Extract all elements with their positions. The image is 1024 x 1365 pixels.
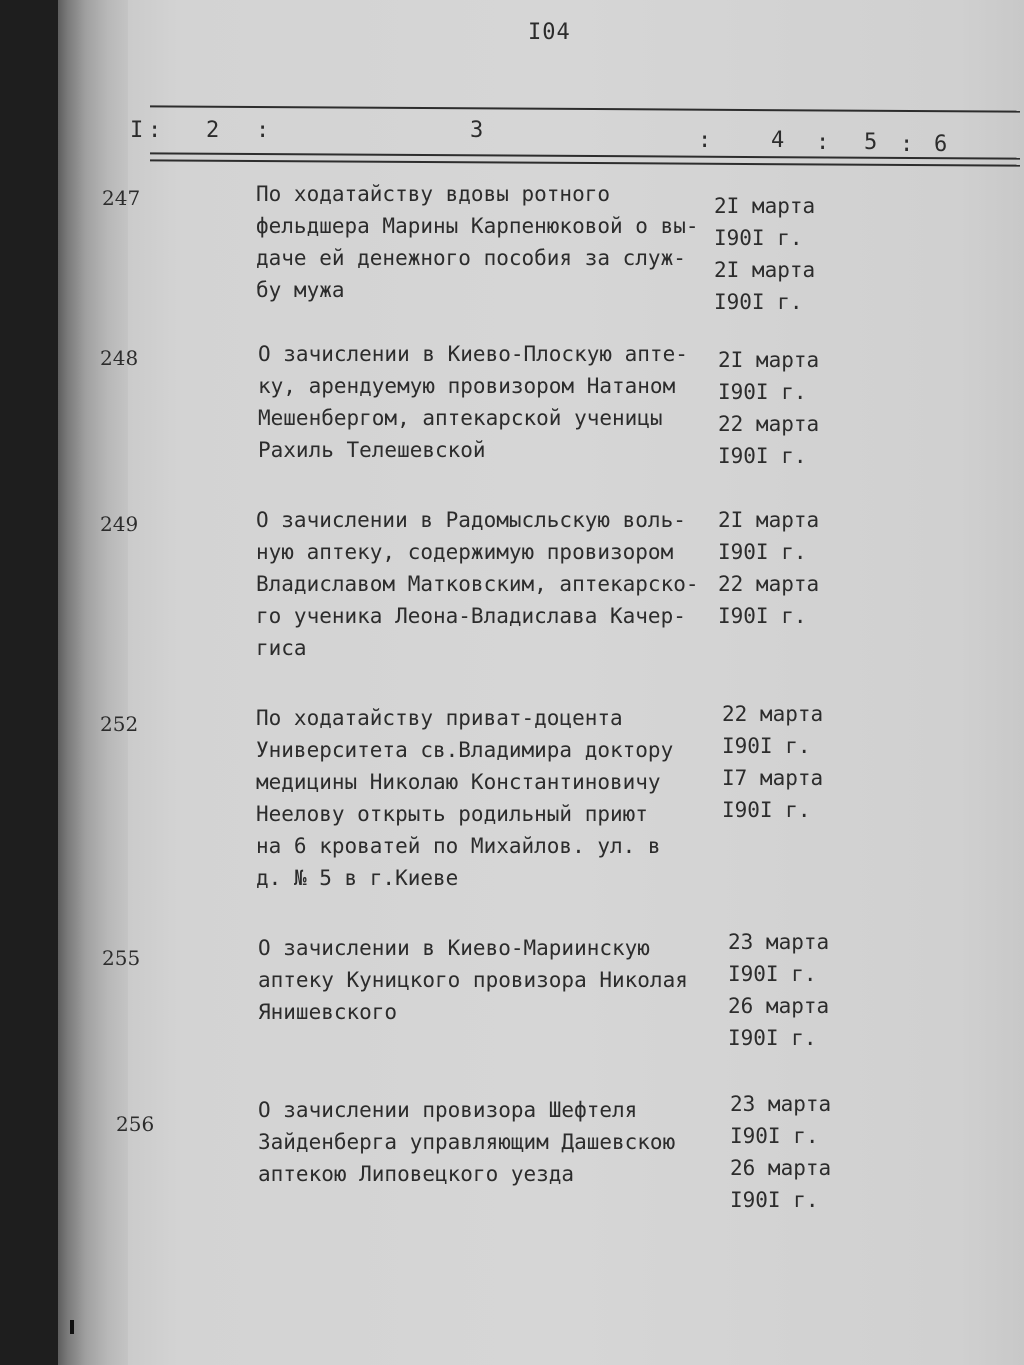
- entry-line: Рахиль Телешевской: [258, 438, 486, 462]
- entry-line: аптеку Куницкого провизора Николая: [258, 968, 688, 992]
- date-start-year: I90I г.: [730, 1124, 819, 1148]
- entry-line: Неелову открыть родильный приют: [256, 802, 648, 826]
- entry-dates: [730, 1088, 831, 1216]
- entry-description: [256, 504, 726, 664]
- column-separator: :: [256, 118, 270, 143]
- entry-line: По ходатайству приват-доцента: [256, 706, 623, 730]
- column-header-6: 6: [934, 132, 948, 157]
- entry-line: на 6 кроватей по Михайлов. ул. в: [256, 834, 661, 858]
- date-start: 2I марта: [714, 194, 816, 218]
- entry-line: медицины Николаю Константиновичу: [256, 770, 661, 794]
- entry-line: О зачислении в Радомысльскую воль-: [256, 508, 686, 532]
- column-separator: :: [698, 128, 712, 153]
- entry-line: даче ей денежного пособия за служ-: [256, 246, 686, 270]
- entry-line: По ходатайству вдовы ротного: [256, 182, 611, 206]
- entry-line: О зачислении в Киево-Мариинскую: [258, 936, 650, 960]
- date-end-year: I90I г.: [730, 1188, 819, 1212]
- date-start: 2I марта: [718, 508, 820, 532]
- entry-dates: [718, 504, 819, 632]
- column-header-5: 5: [864, 130, 878, 155]
- entry-number: 252: [100, 712, 139, 736]
- date-end: 22 марта: [718, 572, 820, 596]
- entry-dates: [728, 926, 829, 1054]
- date-start: 22 марта: [722, 702, 824, 726]
- entry-line: Зайденберга управляющим Дашевскою: [258, 1130, 676, 1154]
- date-start: 2I марта: [718, 348, 820, 372]
- date-end: 26 марта: [728, 994, 830, 1018]
- date-start: 23 марта: [730, 1092, 832, 1116]
- entry-line: Университета св.Владимира доктору: [256, 738, 674, 762]
- entry-line: О зачислении в Киево-Плоскую апте-: [258, 342, 688, 366]
- entry-dates: [714, 190, 815, 318]
- entry-number: 248: [100, 346, 139, 370]
- entry-description: [256, 178, 726, 306]
- table-header-top-rule: [150, 105, 1020, 112]
- date-end: 26 марта: [730, 1156, 832, 1180]
- column-separator: :: [148, 118, 162, 143]
- date-start-year: I90I г.: [722, 734, 811, 758]
- entry-line: ную аптеку, содержимую провизором: [256, 540, 674, 564]
- entry-line: Янишевского: [258, 1000, 398, 1024]
- entry-number: 247: [102, 186, 141, 210]
- entry-line: го ученика Леона-Владислава Качер-: [256, 604, 686, 628]
- column-header-4: 4: [771, 128, 785, 153]
- date-start-year: I90I г.: [714, 226, 803, 250]
- entry-number: 255: [102, 946, 141, 970]
- column-header-1: I: [130, 118, 144, 143]
- entry-line: бу мужа: [256, 278, 345, 302]
- entry-line: фельдшера Марины Карпенюковой о вы-: [256, 214, 699, 238]
- date-start: 23 марта: [728, 930, 830, 954]
- column-header-2: 2: [206, 118, 220, 143]
- page-number: I04: [528, 20, 571, 45]
- table-header-double-rule: [150, 159, 1020, 166]
- column-separator: :: [816, 130, 830, 155]
- table-header-bottom-rule: [150, 152, 1020, 159]
- entry-line: О зачислении провизора Шефтеля: [258, 1098, 638, 1122]
- date-end-year: I90I г.: [718, 444, 807, 468]
- entry-number: 249: [100, 512, 139, 536]
- date-end: 22 марта: [718, 412, 820, 436]
- document-page: [58, 0, 1024, 1365]
- date-end: I7 марта: [722, 766, 824, 790]
- date-end-year: I90I г.: [718, 604, 807, 628]
- entry-description: [258, 1094, 728, 1190]
- entry-line: Владиславом Матковским, аптекарско-: [256, 572, 699, 596]
- entry-number: 256: [116, 1112, 155, 1136]
- entry-line: гиса: [256, 636, 307, 660]
- entry-dates: [718, 344, 819, 472]
- date-end: 2I марта: [714, 258, 816, 282]
- column-separator: :: [900, 132, 914, 157]
- entry-description: [258, 932, 728, 1028]
- entry-dates: [722, 698, 823, 826]
- date-end-year: I90I г.: [722, 798, 811, 822]
- entry-description: [256, 702, 726, 894]
- entry-line: Мешенбергом, аптекарской ученицы: [258, 406, 663, 430]
- date-start-year: I90I г.: [718, 380, 807, 404]
- entry-line: д. № 5 в г.Киеве: [256, 866, 459, 890]
- entry-line: аптекою Липовецкого уезда: [258, 1162, 575, 1186]
- entry-description: [258, 338, 728, 466]
- entry-line: ку, арендуемую провизором Натаном: [258, 374, 676, 398]
- date-start-year: I90I г.: [718, 540, 807, 564]
- column-header-3: 3: [470, 118, 484, 143]
- date-end-year: I90I г.: [728, 1026, 817, 1050]
- binding-mark: [70, 1320, 74, 1334]
- date-start-year: I90I г.: [728, 962, 817, 986]
- date-end-year: I90I г.: [714, 290, 803, 314]
